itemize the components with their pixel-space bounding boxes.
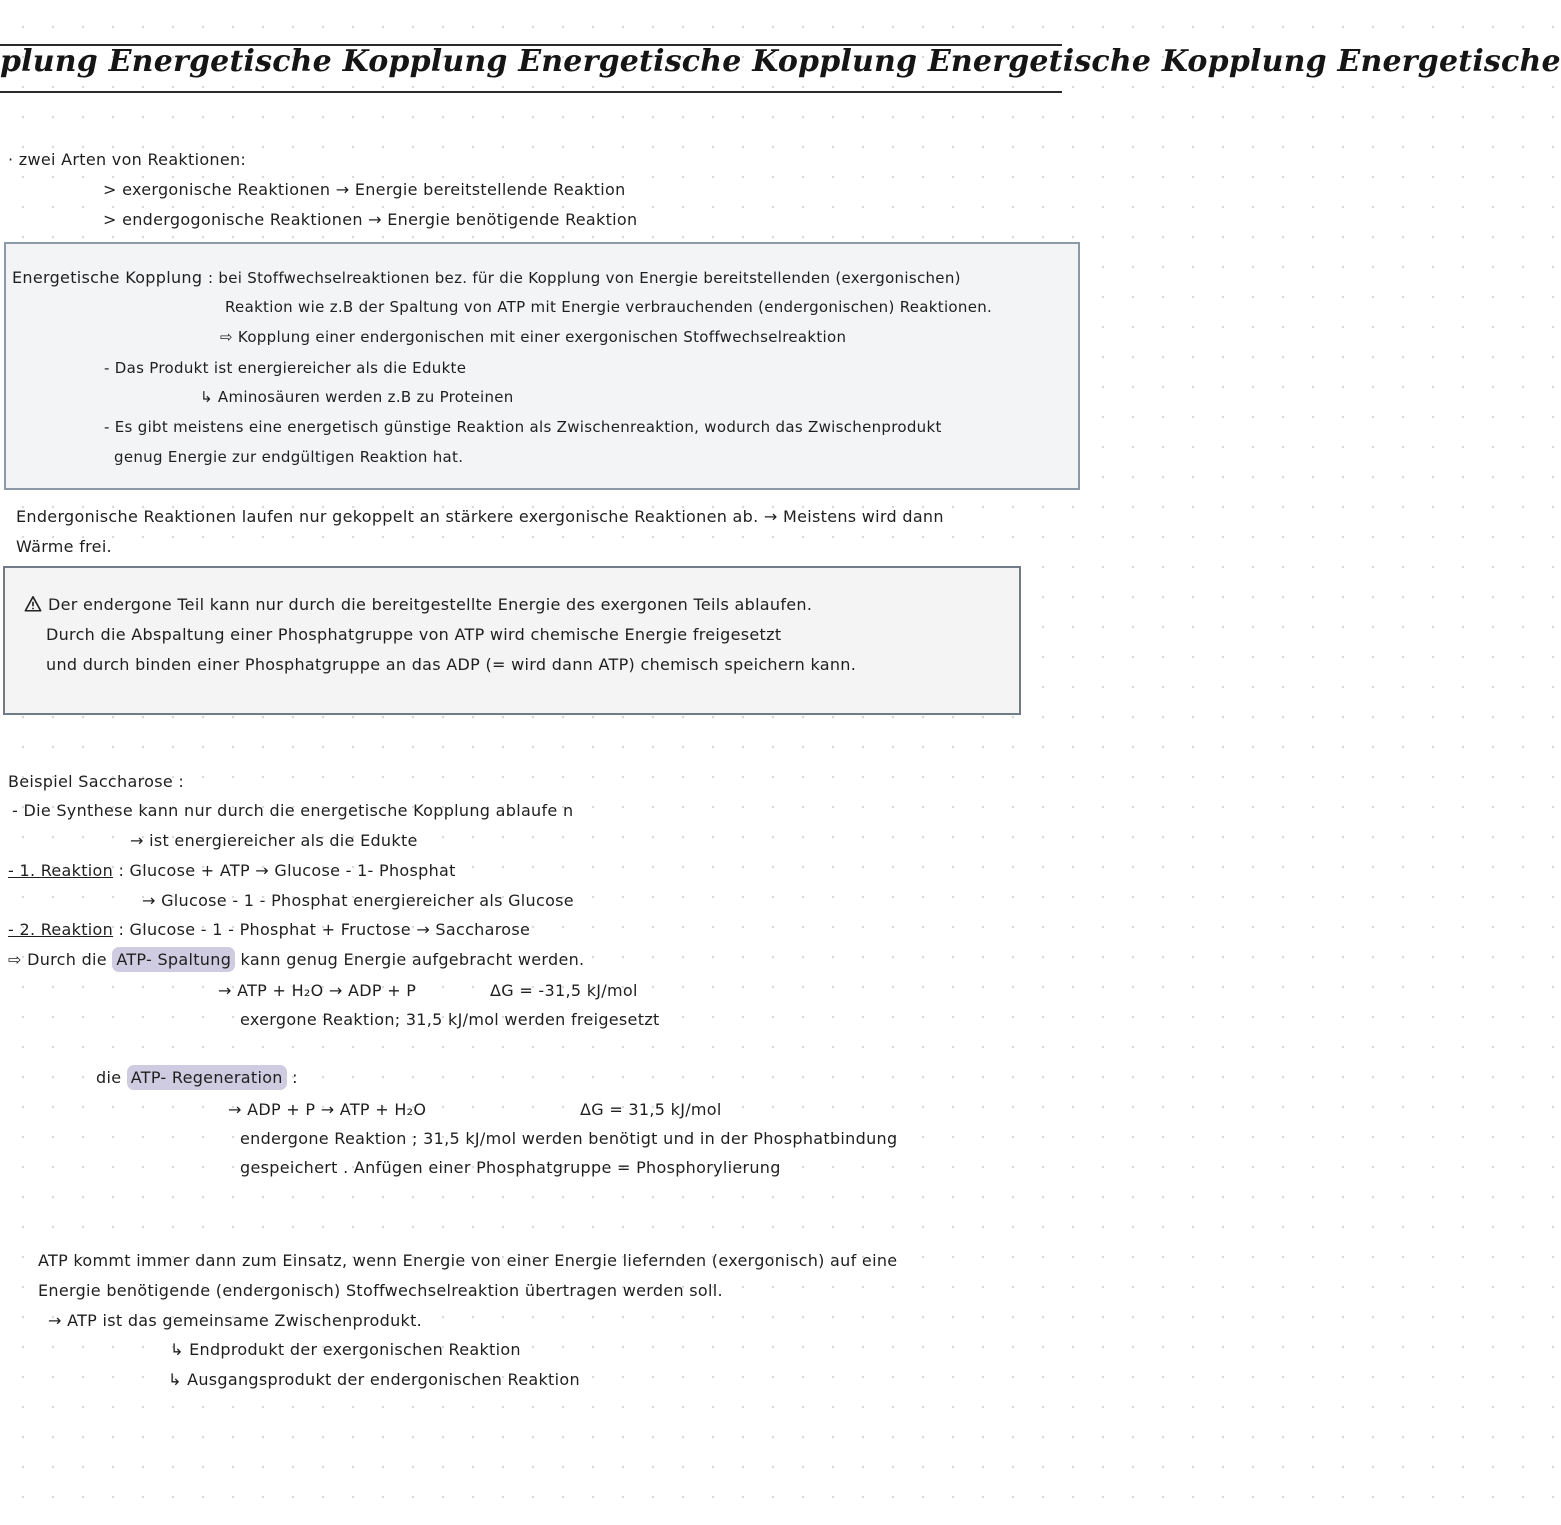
reaction-1-label: - 1. Reaktion: [8, 861, 114, 880]
reaction-2: [8, 920, 530, 939]
example-line-2: → ist energiereicher als die Edukte: [130, 831, 418, 850]
regeneration-post: :: [292, 1068, 298, 1087]
spaltung-equation: → ATP + H₂O → ADP + P: [218, 981, 417, 1000]
banner-underline: [0, 91, 1062, 93]
reaction-1: [8, 861, 456, 880]
warning-text-1: Der endergone Teil kann nur durch die bereitgestellte Energie des exergonen Teils ablaufen.: [48, 595, 813, 614]
definition-line-1: : bei Stoffwechselreaktionen bez. für die Kopplung von Energie bereitstellenden (exergonischen): [208, 269, 961, 287]
spaltung-delta-g: ΔG = -31,5 kJ/mol: [490, 981, 638, 1000]
summary-line-1: ATP kommt immer dann zum Einsatz, wenn Energie von einer Energie liefernden (exergonisch) auf eine: [38, 1251, 898, 1270]
warning-line-1: [24, 595, 812, 614]
definition-line-2: Reaktion wie z.B der Spaltung von ATP mit Energie verbrauchenden (endergonischen) Reaktionen.: [225, 298, 993, 316]
summary-line-4: ↳ Endprodukt der exergonischen Reaktion: [170, 1340, 521, 1359]
definition-line-5: ↳ Aminosäuren werden z.B zu Proteinen: [200, 388, 514, 406]
intro-text: · zwei Arten von Reaktionen:: [8, 150, 247, 169]
regeneration-line: [96, 1068, 298, 1087]
warning-line-2: Durch die Abspaltung einer Phosphatgruppe von ATP wird chemische Energie freigesetzt: [46, 625, 782, 644]
regeneration-highlight: ATP- Regeneration: [127, 1065, 287, 1090]
definition-line-6: - Es gibt meistens eine energetisch günstige Reaktion als Zwischenreaktion, wodurch das Zwischenprodukt: [104, 418, 942, 436]
example-line-1: - Die Synthese kann nur durch die energetische Kopplung ablaufe n: [12, 801, 574, 820]
regeneration-description-1: endergone Reaktion ; 31,5 kJ/mol werden benötigt und in der Phosphatbindung: [240, 1129, 898, 1148]
list-item-exergonic: > exergonische Reaktionen → Energie bereitstellende Reaktion: [103, 180, 626, 199]
note-line-1: Endergonische Reaktionen laufen nur gekoppelt an stärkere exergonische Reaktionen ab. → Meistens wird dann: [16, 507, 944, 526]
definition-term: Energetische Kopplung: [12, 268, 203, 287]
summary-line-2: Energie benötigende (endergonisch) Stoffwechselreaktion übertragen werden soll.: [38, 1281, 723, 1300]
summary-line-3: → ATP ist das gemeinsame Zwischenprodukt.: [48, 1311, 423, 1330]
page-banner-title: plung Energetische Kopplung Energetische Kopplung Energetische Kopplung Energetische: [0, 44, 1561, 79]
regeneration-delta-g: ΔG = 31,5 kJ/mol: [580, 1100, 722, 1119]
atp-spaltung-line: [8, 950, 584, 969]
list-item-endergonic: > endergogonische Reaktionen → Energie benötigende Reaktion: [103, 210, 638, 229]
reaction-2-label: - 2. Reaktion: [8, 920, 114, 939]
regeneration-description-2: gespeichert . Anfügen einer Phosphatgruppe = Phosphorylierung: [240, 1158, 781, 1177]
warning-line-3: und durch binden einer Phosphatgruppe an das ADP (= wird dann ATP) chemisch speichern kann.: [46, 655, 857, 674]
summary-line-5: ↳ Ausgangsprodukt der endergonischen Reaktion: [168, 1370, 580, 1389]
atp-spaltung-pre: ⇨ Durch die: [8, 950, 107, 969]
spaltung-description: exergone Reaktion; 31,5 kJ/mol werden freigesetzt: [240, 1010, 660, 1029]
definition-line-3: ⇨ Kopplung einer endergonischen mit einer exergonischen Stoffwechselreaktion: [220, 328, 847, 346]
atp-spaltung-highlight: ATP- Spaltung: [112, 947, 235, 972]
regeneration-equation: → ADP + P → ATP + H₂O: [228, 1100, 427, 1119]
note-line-2: Wärme frei.: [16, 537, 112, 556]
regeneration-pre: die: [96, 1068, 122, 1087]
reaction-1-text: : Glucose + ATP → Glucose - 1- Phosphat: [118, 861, 456, 880]
example-title: Beispiel Saccharose :: [8, 772, 185, 791]
definition-line-4: - Das Produkt ist energiereicher als die Edukte: [104, 359, 467, 377]
warning-icon: [24, 595, 42, 613]
definition-line-7: genug Energie zur endgültigen Reaktion hat.: [114, 448, 464, 466]
reaction-1-sub: → Glucose - 1 - Phosphat energiereicher als Glucose: [142, 891, 574, 910]
reaction-2-text: : Glucose - 1 - Phosphat + Fructose → Saccharose: [118, 920, 531, 939]
atp-spaltung-post: kann genug Energie aufgebracht werden.: [240, 950, 585, 969]
